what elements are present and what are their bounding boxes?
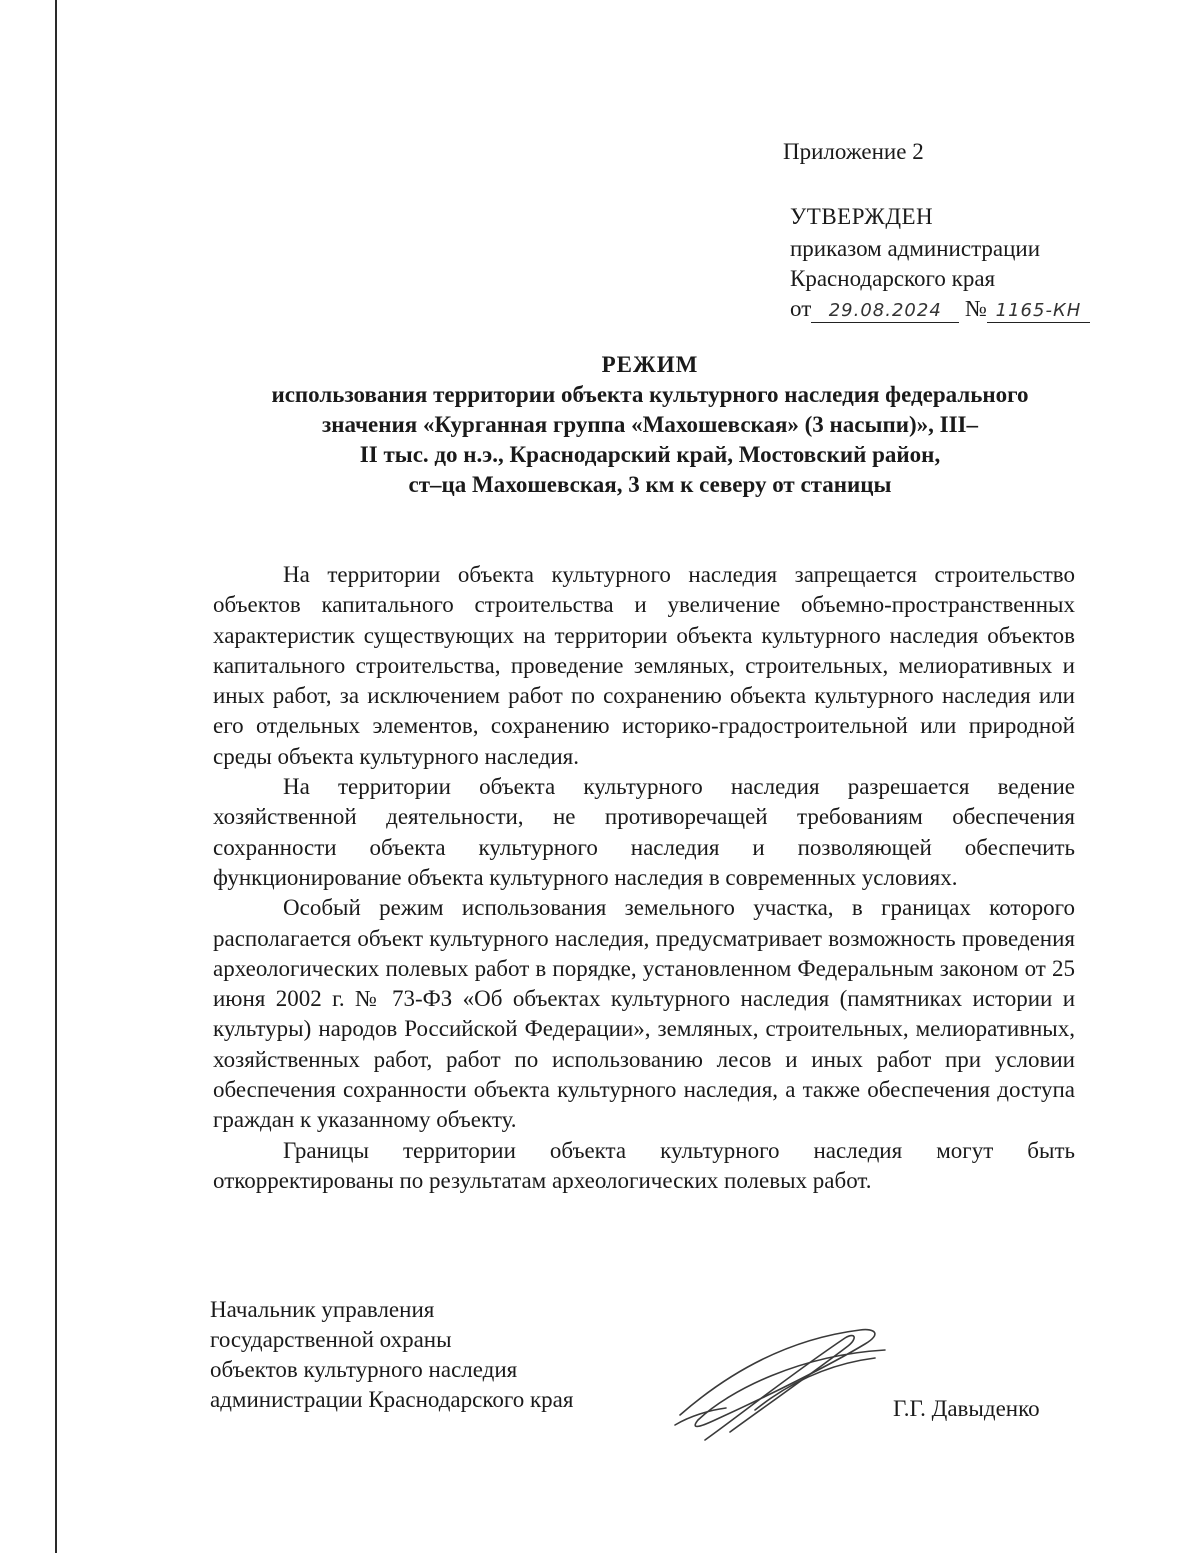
number-prefix: № [965,296,987,321]
position-line-4: администрации Краснодарского края [210,1387,574,1412]
signatory-name: Г.Г. Давыденко [893,1396,1040,1421]
body-paragraph-1: На территории объекта культурного наследия запрещается строительство объектов капитального строительства и увеличение объемно-пространственных характеристик существующих на территории объекта культурного наследия объектов капитального строительства, проведение земляных, строительных, мелиоративных и иных работ, за исключением работ по сохранению объекта культурного наследия или его отдельных элементов, сохранению историко-градостроительной или природной среды объекта культурного наследия. [213,562,1075,769]
position-line-3: объектов культурного наследия [210,1357,518,1382]
position-line-1: Начальник управления [210,1297,435,1322]
title-line-4: ст–ца Махошевская, 3 км к северу от станицы [408,472,892,497]
body-paragraph-2: На территории объекта культурного наследия разрешается ведение хозяйственной деятельности, не противоречащей требованиям обеспечения сохранности объекта культурного наследия и позволяющей обеспечить функционирование объекта культурного наследия в современных условиях. [213,774,1075,890]
approval-date-number-line [790,294,1090,324]
approval-line-2: Краснодарского края [790,266,996,291]
handwritten-signature [660,1320,900,1450]
title-main: РЕЖИМ [601,352,699,377]
approval-title: УТВЕРЖДЕН [790,204,934,229]
title-line-2: значения «Курганная группа «Махошевская» (3 насыпи)», III– [322,412,978,437]
title-line-1: использования территории объекта культурного наследия федерального [271,382,1029,407]
body-paragraph-4: Границы территории объекта культурного наследия могут быть откорректированы по результатам археологических полевых работ. [213,1137,1075,1193]
document-title [200,350,1100,500]
document-body [213,560,1075,1196]
approval-line-1: приказом администрации [790,236,1041,261]
signatory-position [210,1295,573,1415]
title-line-3: II тыс. до н.э., Краснодарский край, Мостовский район, [359,442,941,467]
order-date-handwritten: 29.08.2024 [811,300,959,323]
position-line-2: государственной охраны [210,1327,452,1352]
appendix-label: Приложение 2 [783,139,924,164]
order-number-handwritten: 1165-КН [987,300,1090,323]
body-paragraph-3: Особый режим использования земельного участка, в границах которого располагается объект культурного наследия, предусматривает возможность проведения археологических полевых работ в порядке, установленном Федеральным законом от 25 июня 2002 г. № 73-ФЗ «Об объектах культурного наследия (памятниках истории и культуры) народов Российской Федерации», земляных, строительных, мелиоративных, хозяйственных работ, работ по использованию лесов и иных работ при условии обеспечения сохранности объекта культурного наследия, а также обеспечения доступа граждан к указанному объекту. [213,895,1075,1133]
page-left-edge-line [55,0,57,1553]
approval-stamp-block [790,202,1090,324]
date-prefix: от [790,296,812,321]
